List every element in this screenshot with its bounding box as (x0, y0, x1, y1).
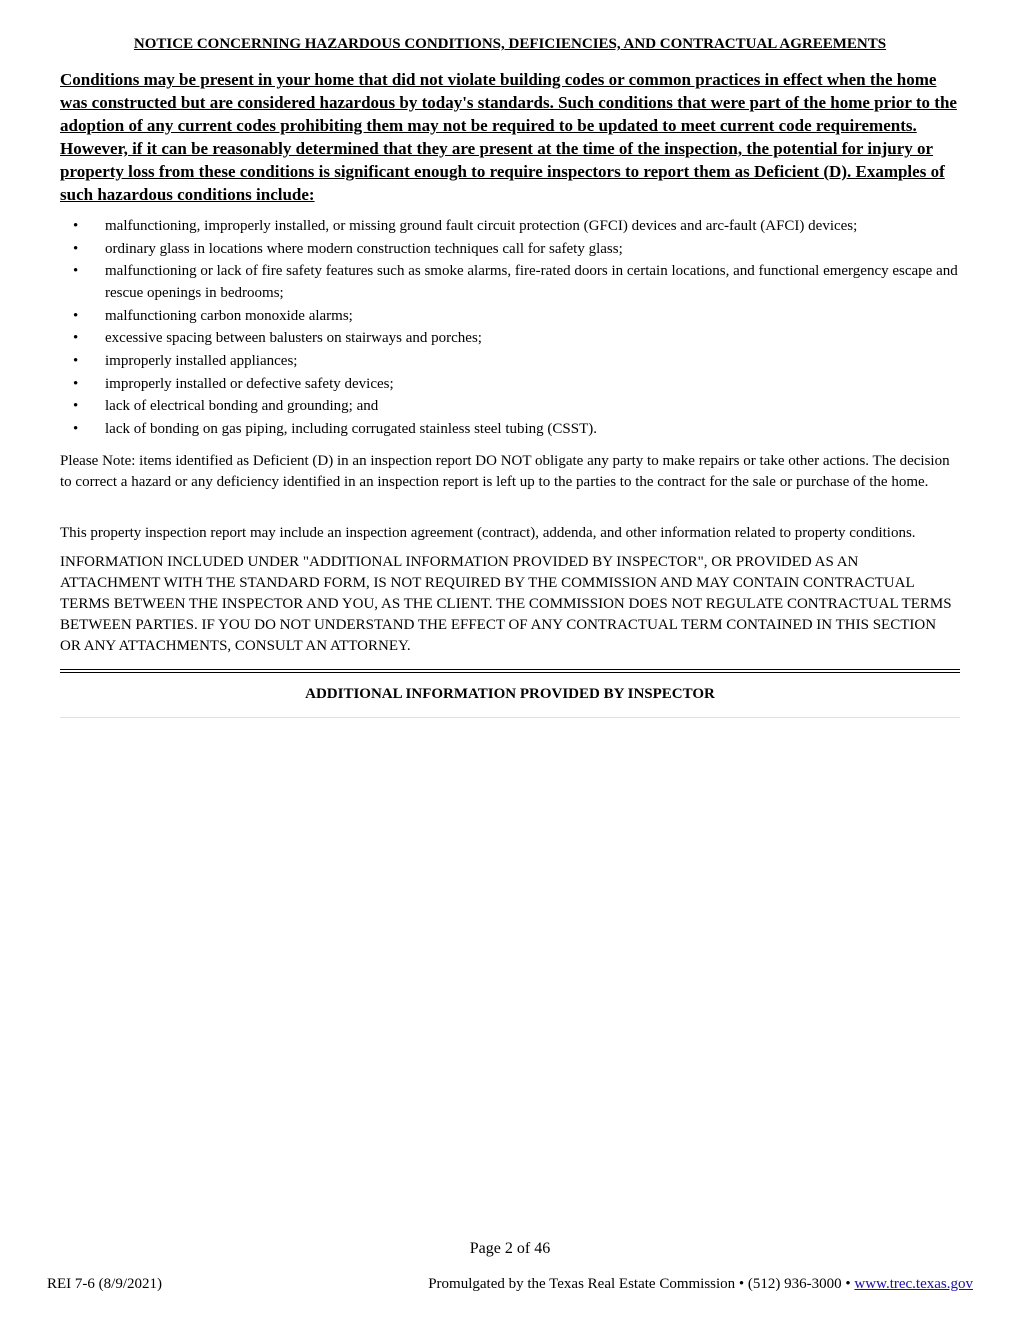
please-note-paragraph: Please Note: items identified as Deficient (D) in an inspection report DO NOT obligate any party to make repairs or take other actions. The decision to correct a hazard or any deficiency identified in an inspection report is left up to the parties to the contract for the sale or purchase of the home. (60, 453, 950, 490)
bullet-icon: • (73, 240, 79, 257)
list-item (60, 260, 960, 304)
list-item-text: improperly installed appliances; (105, 352, 298, 369)
list-item-text: ordinary glass in locations where modern construction techniques call for safety glass; (105, 240, 623, 257)
list-item (60, 418, 960, 440)
form-id: REI 7-6 (8/9/2021) (47, 1276, 162, 1292)
promulgation-text: Promulgated by the Texas Real Estate Commission • (512) 936-3000 • (428, 1276, 851, 1292)
bullet-icon: • (73, 263, 79, 280)
list-item (60, 305, 960, 327)
trec-website-link[interactable]: www.trec.texas.gov (854, 1276, 973, 1292)
page-title: NOTICE CONCERNING HAZARDOUS CONDITIONS, DEFICIENCIES, AND CONTRACTUAL AGREEMENTS (133, 36, 887, 52)
double-divider (60, 669, 960, 673)
bullet-icon: • (73, 420, 79, 437)
list-item (60, 215, 960, 237)
bullet-icon: • (73, 375, 79, 392)
list-item-text: malfunctioning carbon monoxide alarms; (105, 307, 353, 324)
report-info-paragraph: This property inspection report may include an inspection agreement (contract), addenda, and other information related to property conditions. (60, 525, 916, 541)
bullet-icon: • (73, 218, 79, 234)
bullet-icon: • (73, 307, 79, 324)
bullet-icon: • (73, 330, 79, 347)
footer-promulgation (428, 1276, 973, 1293)
list-item-text: lack of electrical bonding and grounding; and (105, 398, 379, 415)
bullet-icon: • (73, 352, 79, 369)
thin-divider (60, 717, 960, 718)
list-item (60, 395, 960, 417)
page-number: Page 2 of 46 (469, 1240, 551, 1257)
list-item (60, 373, 960, 395)
list-item-text: lack of bonding on gas piping, including corrugated stainless steel tubing (CSST). (105, 420, 598, 437)
bullet-icon: • (73, 398, 79, 415)
list-item (60, 238, 960, 260)
list-item (60, 350, 960, 372)
list-item-text: excessive spacing between balusters on stairways and porches; (105, 330, 482, 347)
hazard-list (60, 215, 960, 440)
list-item (60, 327, 960, 349)
additional-info-heading: ADDITIONAL INFORMATION PROVIDED BY INSPECTOR (305, 686, 715, 702)
list-item-text: malfunctioning or lack of fire safety features such as smoke alarms, fire-rated doors in certain locations, and functional emergency escape and rescue openings in bedrooms; (105, 263, 958, 302)
intro-paragraph: Conditions may be present in your home that did not violate building codes or common practices in effect when the home was constructed but are considered hazardous by today's standards. Such conditions that were part of the home prior to the adoption of any current codes prohibiting them may not be required to be updated to meet current code requirements. However, if it can be reasonably determined that they are present at the time of the inspection, the potential for injury or property loss from these conditions is significant enough to require inspectors to report them as Deficient (D). Examples of such hazardous conditions include: (60, 70, 957, 204)
list-item-text: malfunctioning, improperly installed, or missing ground fault circuit protection (GFCI) devices and arc-fault (AFCI) devices; (105, 218, 858, 234)
contractual-notice-paragraph: INFORMATION INCLUDED UNDER "ADDITIONAL INFORMATION PROVIDED BY INSPECTOR", OR PROVIDED AS AN ATTACHMENT WITH THE STANDARD FORM, IS NOT REQUIRED BY THE COMMISSION AND MAY CONTAIN CONTRACTUAL TERMS BETWEEN THE INSPECTOR AND YOU, AS THE CLIENT. THE COMMISSION DOES NOT REGULATE CONTRACTUAL TERMS BETWEEN PARTIES. IF YOU DO NOT UNDERSTAND THE EFFECT OF ANY CONTRACTUAL TERM CONTAINED IN THIS SECTION OR ANY ATTACHMENTS, CONSULT AN ATTORNEY. (60, 554, 952, 654)
list-item-text: improperly installed or defective safety devices; (105, 375, 394, 392)
